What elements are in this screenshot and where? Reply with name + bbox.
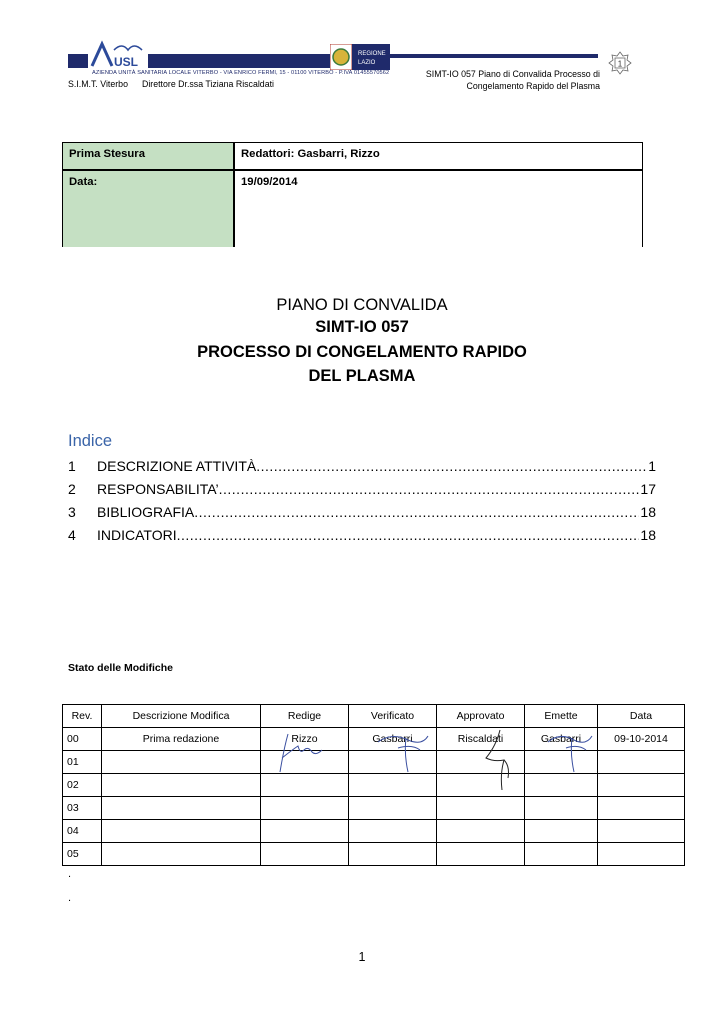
table-cell <box>261 820 349 843</box>
page-number: 1 <box>358 950 366 964</box>
table-cell <box>598 751 685 774</box>
index-heading: Indice <box>68 432 113 450</box>
table-row <box>63 843 685 866</box>
header-document-ref <box>426 69 600 92</box>
table-cell <box>349 797 437 820</box>
table-cell <box>261 751 349 774</box>
table-row <box>63 728 685 751</box>
table-cell <box>598 797 685 820</box>
table-cell <box>102 797 261 820</box>
toc-leader <box>194 504 639 520</box>
toc-label: DESCRIZIONE ATTIVITÀ <box>97 458 257 474</box>
table-cell <box>437 751 525 774</box>
region-logo-line1: REGIONE <box>358 51 386 57</box>
table-cell: 09-10-2014 <box>598 728 685 751</box>
header-ref-line2: Congelamento Rapido del Plasma <box>466 80 600 91</box>
modifications-heading: Stato delle Modifiche <box>68 662 174 674</box>
table-cell <box>437 843 525 866</box>
table-cell <box>102 774 261 797</box>
column-header: Verificato <box>349 705 437 728</box>
table-cell <box>437 820 525 843</box>
info-row <box>63 170 643 247</box>
info-label-prima-stesura: Prima Stesura <box>63 143 235 171</box>
header-address: AZIENDA UNITÀ SANITARIA LOCALE VITERBO - VIA ENRICO FERMI, 15 - 01100 VITERBO - P.IVA 01455570562 <box>92 70 390 76</box>
column-header: Data <box>598 705 685 728</box>
table-cell: 00 <box>63 728 102 751</box>
toc-number: 2 <box>68 481 76 497</box>
table-row <box>63 751 685 774</box>
info-label-data: Data: <box>63 170 235 247</box>
table-cell <box>349 820 437 843</box>
header-director: Direttore Dr.ssa Tiziana Riscaldati <box>141 79 274 89</box>
toc-number: 1 <box>68 458 76 474</box>
table-row <box>63 820 685 843</box>
document-info-table <box>62 142 643 247</box>
document-title-line1: PIANO DI CONVALIDA <box>276 296 448 314</box>
table-cell <box>598 774 685 797</box>
table-cell <box>102 751 261 774</box>
document-title-line3: PROCESSO DI CONGELAMENTO RAPIDO <box>197 343 527 361</box>
table-cell <box>102 820 261 843</box>
logo-text: USL <box>114 55 138 69</box>
footer-dot: . <box>68 868 72 880</box>
table-cell <box>525 774 598 797</box>
toc-page: 17 <box>640 481 656 497</box>
toc-label: RESPONSABILITA’ <box>97 481 219 497</box>
document-title-line4: DEL PLASMA <box>308 367 416 385</box>
header-rule <box>388 54 598 58</box>
column-header: Descrizione Modifica <box>102 705 261 728</box>
table-cell: Rizzo <box>261 728 349 751</box>
toc-leader <box>256 458 647 474</box>
column-header: Emette <box>525 705 598 728</box>
toc-number: 3 <box>68 504 76 520</box>
column-header: Redige <box>261 705 349 728</box>
usl-logo <box>88 40 148 70</box>
table-cell <box>261 797 349 820</box>
document-title-code: SIMT-IO 057 <box>315 318 409 336</box>
footer-dot: . <box>68 892 72 904</box>
table-header-row <box>63 705 685 728</box>
toc-entry[interactable] <box>68 504 656 520</box>
toc-label: INDICATORI <box>97 527 177 543</box>
toc-page: 18 <box>640 504 656 520</box>
table-cell <box>525 820 598 843</box>
table-cell <box>525 843 598 866</box>
header-unit: S.I.M.T. Viterbo <box>68 79 128 89</box>
info-row <box>63 143 643 171</box>
table-cell: 03 <box>63 797 102 820</box>
page-badge-icon <box>608 51 632 75</box>
table-cell: Gasbarri <box>349 728 437 751</box>
table-row <box>63 797 685 820</box>
table-cell: 05 <box>63 843 102 866</box>
table-cell <box>349 751 437 774</box>
table-cell: 02 <box>63 774 102 797</box>
table-cell <box>437 774 525 797</box>
table-cell <box>525 751 598 774</box>
toc-number: 4 <box>68 527 76 543</box>
table-cell <box>102 843 261 866</box>
page-badge-number: 1 <box>617 59 623 69</box>
table-cell <box>261 774 349 797</box>
header-left <box>68 79 288 89</box>
table-row <box>63 774 685 797</box>
toc-label: BIBLIOGRAFIA <box>97 504 195 520</box>
table-cell <box>349 843 437 866</box>
toc-page: 1 <box>648 458 656 474</box>
table-cell <box>598 820 685 843</box>
modifications-table <box>62 704 685 866</box>
table-cell: Gasbarri <box>525 728 598 751</box>
toc-page: 18 <box>640 527 656 543</box>
table-cell <box>349 774 437 797</box>
regione-lazio-logo <box>330 44 390 70</box>
toc-leader <box>219 481 640 497</box>
table-cell: 04 <box>63 820 102 843</box>
table-cell: Prima redazione <box>102 728 261 751</box>
table-cell: Riscaldati <box>437 728 525 751</box>
header-ref-line1: SIMT-IO 057 Piano di Convalida Processo di <box>425 69 600 79</box>
table-cell <box>598 843 685 866</box>
table-cell <box>525 797 598 820</box>
toc-leader <box>177 527 640 543</box>
table-cell: 01 <box>63 751 102 774</box>
info-value-redattori: Redattori: Gasbarri, Rizzo <box>234 143 643 171</box>
table-cell <box>261 843 349 866</box>
region-logo-line2: LAZIO <box>358 60 376 66</box>
info-value-data: 19/09/2014 <box>234 170 643 247</box>
toc-entry[interactable] <box>68 527 656 543</box>
table-cell <box>437 797 525 820</box>
toc-entry[interactable] <box>68 481 656 497</box>
column-header: Approvato <box>437 705 525 728</box>
column-header: Rev. <box>63 705 102 728</box>
toc-entry[interactable] <box>68 458 656 474</box>
